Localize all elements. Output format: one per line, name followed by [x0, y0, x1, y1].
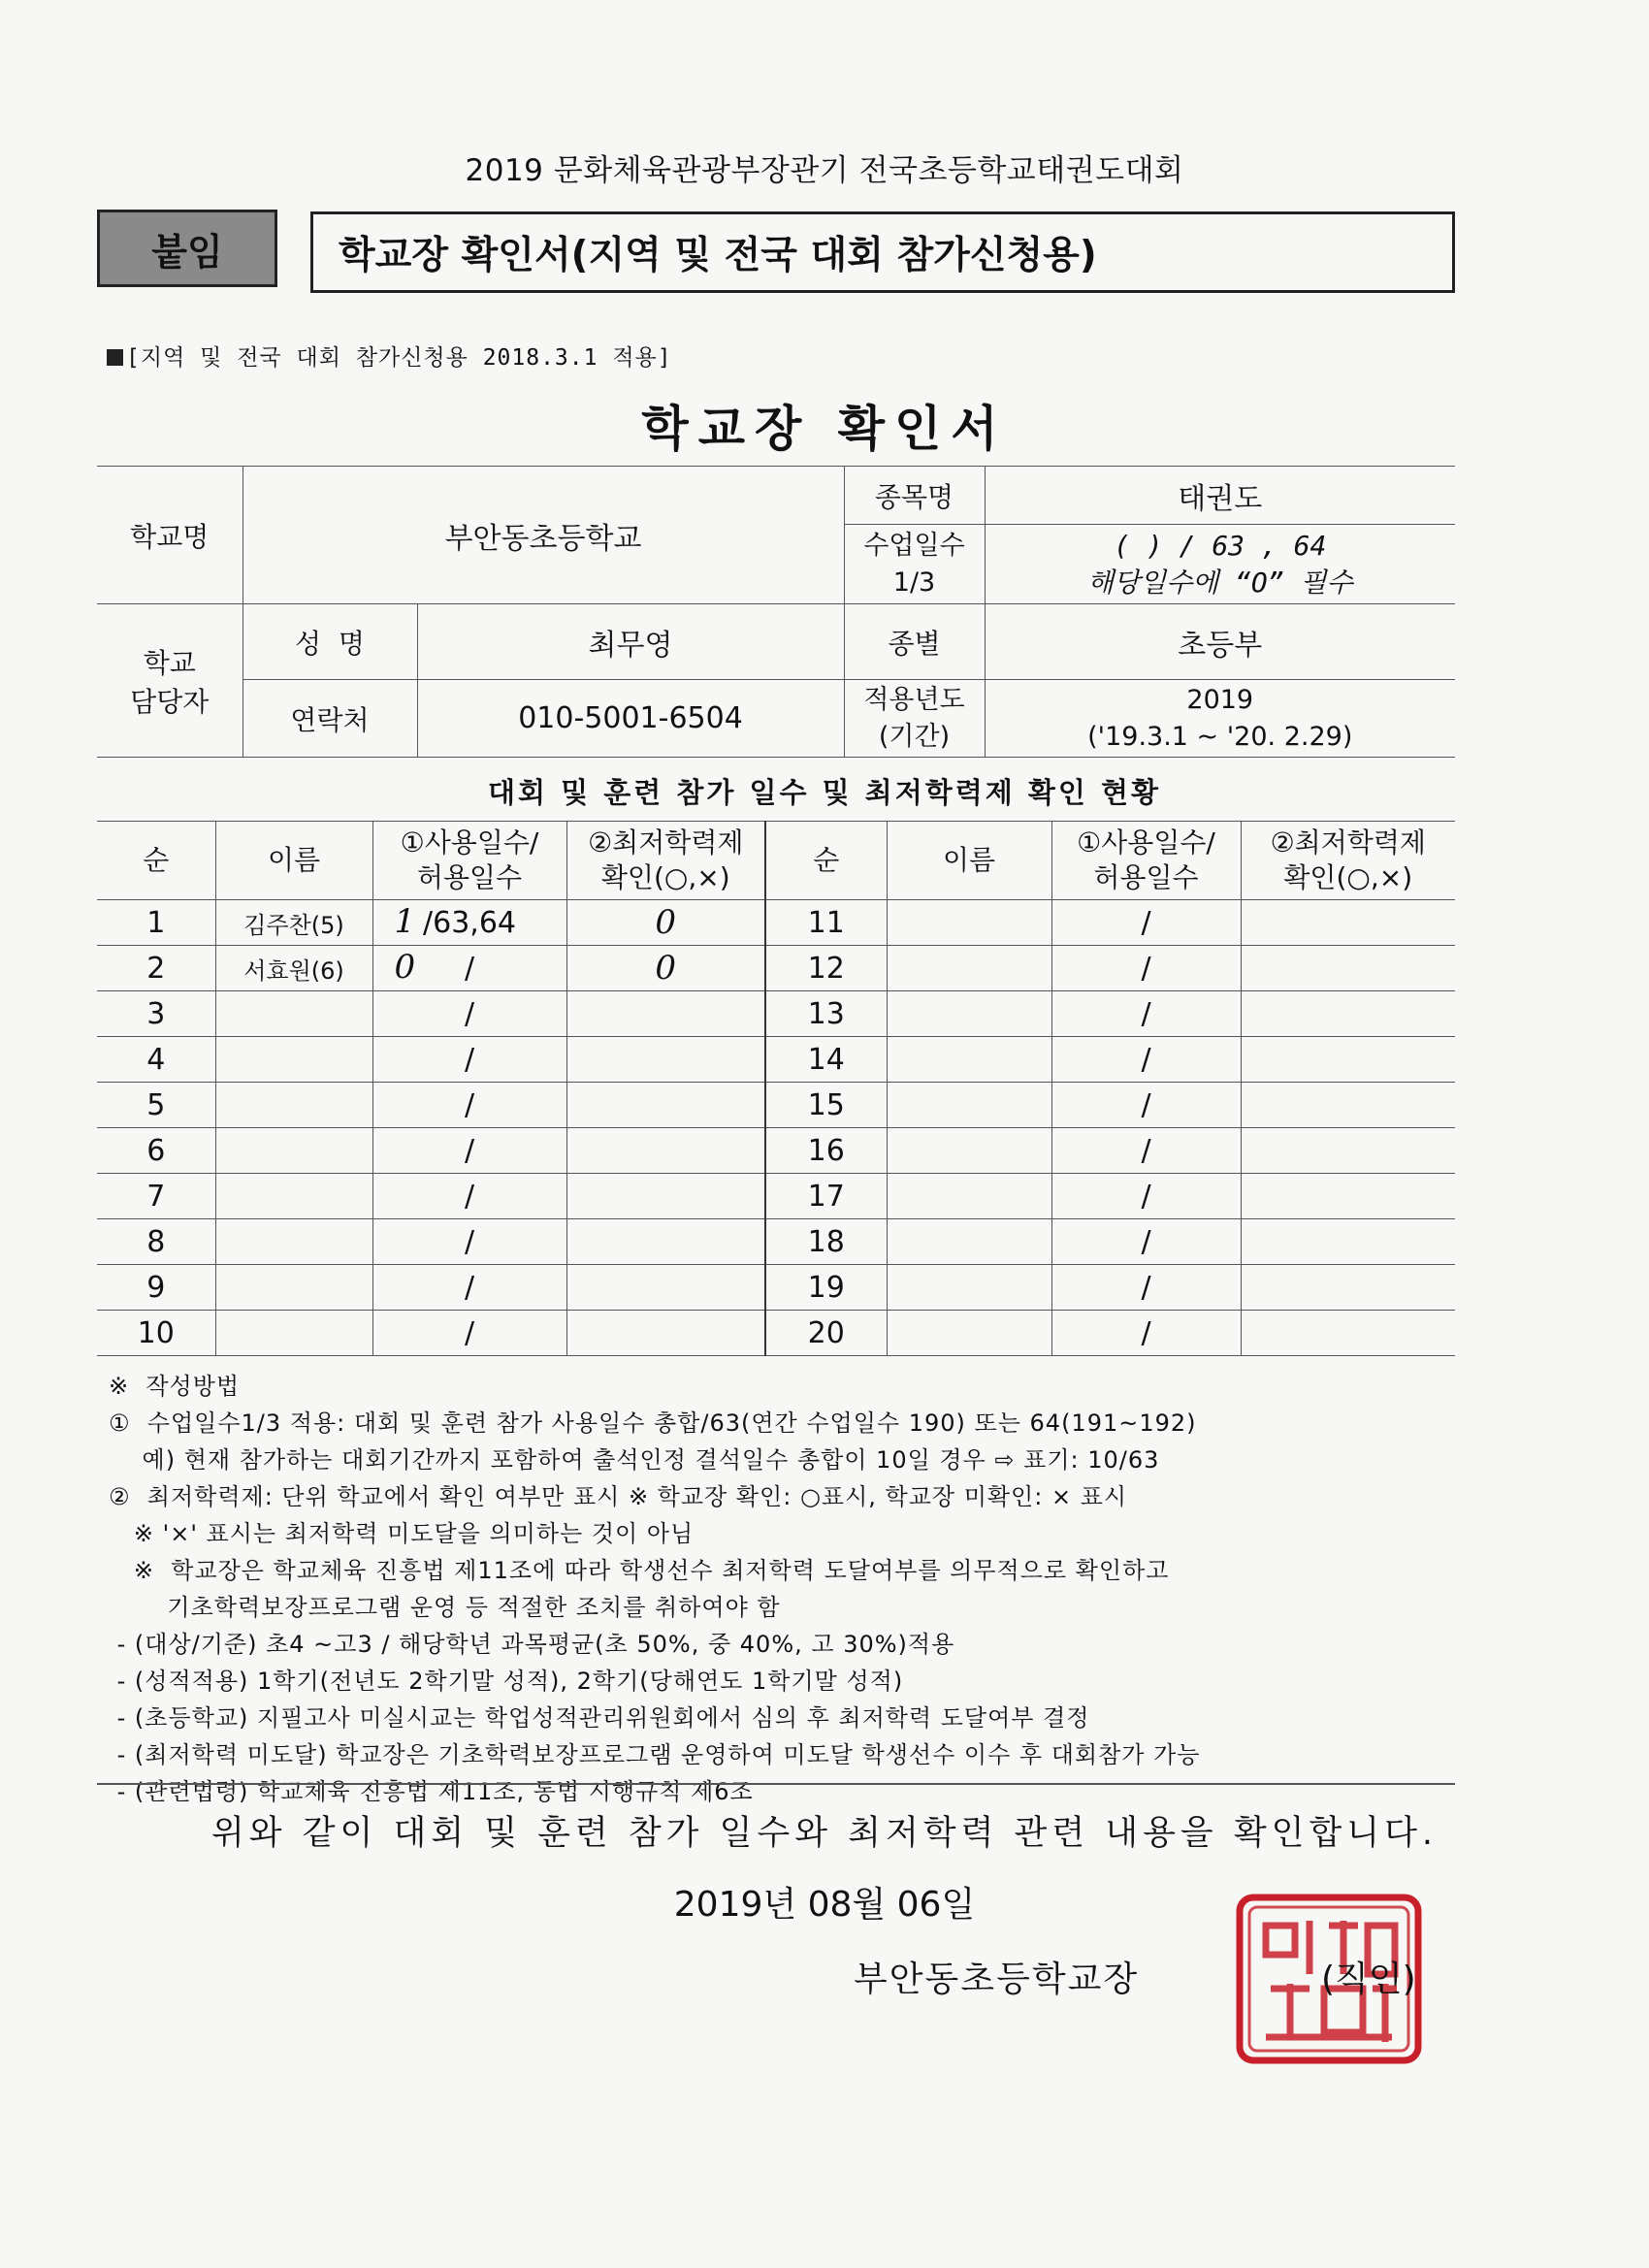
days-header-line2: 허용일수 — [416, 861, 523, 893]
row-number: 18 — [765, 1219, 887, 1265]
row-number: 1 — [97, 900, 215, 946]
form-note — [107, 340, 672, 372]
handwritten-days-used: 0 — [394, 948, 416, 987]
handwritten-days-used: 1 — [394, 902, 416, 941]
student-name — [215, 1083, 372, 1128]
table-row — [97, 1083, 1455, 1128]
table-row — [97, 1311, 1455, 1356]
days-allowed: /63,64 — [423, 905, 516, 940]
student-name — [887, 1311, 1051, 1356]
days-used-allowed — [372, 1219, 566, 1265]
row-number: 14 — [765, 1037, 887, 1083]
document-title: 학교장 확인서 — [641, 401, 1008, 457]
table-row — [97, 900, 1455, 946]
min-academic-check — [1241, 1083, 1455, 1128]
row-number: 9 — [97, 1265, 215, 1311]
square-bullet-icon — [107, 349, 123, 366]
row-number: 12 — [765, 946, 887, 991]
days-allowed: / — [464, 951, 475, 986]
student-name — [887, 900, 1051, 946]
days-allowed: / — [464, 1224, 475, 1259]
table-row — [97, 1219, 1455, 1265]
min-header-line1: ②최저학력제 — [1270, 826, 1426, 859]
instruction-line: - (성적적용) 1학기(전년도 2학기말 성적), 2학기(당해연도 1학기말 성적) — [109, 1668, 904, 1695]
table-row — [97, 991, 1455, 1037]
min-academic-check — [1241, 900, 1455, 946]
days-used-allowed — [372, 946, 566, 991]
school-value: 부안동초등학교 — [242, 467, 844, 604]
event-title: 2019 문화체육관광부장관기 전국초등학교태권도대회 — [465, 153, 1184, 188]
year-value-line1: 2019 — [1186, 684, 1254, 715]
student-name — [215, 1037, 372, 1083]
instruction-line: - (관련법령) 학교체육 진흥법 제11조, 동법 시행규칙 제6조 — [109, 1778, 754, 1805]
min-academic-check — [566, 991, 765, 1037]
row-number: 5 — [97, 1083, 215, 1128]
order-header: 순 — [97, 822, 215, 900]
days-used-allowed — [372, 1174, 566, 1219]
student-name — [215, 1265, 372, 1311]
days-allowed: / — [464, 1133, 475, 1168]
days-used-allowed: / — [1051, 900, 1241, 946]
days-label — [844, 525, 985, 604]
name-label: 성 명 — [242, 604, 417, 680]
student-name — [887, 1174, 1051, 1219]
min-academic-check — [1241, 946, 1455, 991]
days-header — [1051, 822, 1241, 900]
principal-name: 부안동초등학교장 — [854, 1960, 1140, 1999]
min-academic-check — [1241, 1037, 1455, 1083]
table-row — [97, 1174, 1455, 1219]
student-name — [215, 1128, 372, 1174]
days-used-allowed — [372, 1128, 566, 1174]
row-number: 7 — [97, 1174, 215, 1219]
days-allowed: / — [464, 1315, 475, 1350]
row-number: 2 — [97, 946, 215, 991]
days-label-main: 수업일수 — [863, 530, 965, 561]
attachment-badge: 붙임 — [97, 210, 277, 287]
year-label-line1: 적용년도 — [863, 684, 965, 715]
min-academic-check — [566, 1311, 765, 1356]
row-number: 17 — [765, 1174, 887, 1219]
days-used-allowed: / — [1051, 1219, 1241, 1265]
year-label-line2: (기간) — [878, 721, 951, 752]
student-name — [887, 1265, 1051, 1311]
student-name — [215, 991, 372, 1037]
days-allowed: / — [464, 1179, 475, 1214]
min-academic-check — [1241, 1174, 1455, 1219]
records-body — [97, 822, 1455, 1356]
min-header — [566, 822, 765, 900]
row-number: 19 — [765, 1265, 887, 1311]
days-used-allowed — [372, 991, 566, 1037]
sport-value: 태권도 — [985, 467, 1455, 525]
days-used-allowed: / — [1051, 1083, 1241, 1128]
student-name — [887, 991, 1051, 1037]
student-name — [215, 1174, 372, 1219]
days-used-allowed: / — [1051, 946, 1241, 991]
year-value-line2: ('19.3.1 ~ '20. 2.29) — [1087, 721, 1353, 752]
school-label: 학교명 — [97, 467, 242, 604]
form-note-text: [지역 및 전국 대회 참가신청용 2018.3.1 적용] — [126, 345, 672, 371]
days-value — [985, 525, 1455, 604]
instruction-line: - (초등학교) 지필고사 미실시교는 학업성적관리위원회에서 심의 후 최저학력 도달여부 결정 — [109, 1704, 1090, 1732]
student-name — [887, 946, 1051, 991]
row-number: 20 — [765, 1311, 887, 1356]
records-table — [97, 821, 1455, 1356]
days-used-allowed: / — [1051, 1037, 1241, 1083]
instruction-line: - (대상/기준) 초4 ~고3 / 해당학년 과목평균(초 50%, 중 40%, 고 30%)적용 — [109, 1631, 955, 1658]
records-section-title: 대회 및 훈련 참가 일수 및 최저학력제 확인 현황 — [487, 776, 1162, 809]
days-allowed: / — [464, 1042, 475, 1077]
min-academic-check: 0 — [566, 900, 765, 946]
table-row — [97, 1128, 1455, 1174]
instruction-line: ※ 작성방법 — [109, 1373, 241, 1400]
days-used-allowed — [372, 1311, 566, 1356]
days-used-allowed — [372, 1265, 566, 1311]
row-number: 11 — [765, 900, 887, 946]
min-academic-check — [566, 1037, 765, 1083]
sport-label: 종목명 — [844, 467, 985, 525]
instruction-line: - (최저학력 미도달) 학교장은 기초학력보장프로그램 운영하여 미도달 학생선수 이수 후 대회참가 가능 — [109, 1741, 1201, 1768]
table-row — [97, 946, 1455, 991]
student-name — [887, 1037, 1051, 1083]
instructions — [109, 1368, 1467, 1810]
student-name — [215, 1219, 372, 1265]
min-academic-check — [1241, 1265, 1455, 1311]
records-header-row — [97, 822, 1455, 900]
student-name — [215, 1311, 372, 1356]
instruction-line: ※ '×' 표시는 최저학력 미도달을 의미하는 것이 아님 — [109, 1520, 695, 1547]
seal-label: (직인) — [1321, 1960, 1416, 1999]
min-academic-check: 0 — [566, 946, 765, 991]
days-header-line2: 허용일수 — [1093, 861, 1199, 893]
min-header — [1241, 822, 1455, 900]
days-header-line1: ①사용일수/ — [1077, 826, 1215, 859]
min-academic-check — [1241, 1219, 1455, 1265]
min-academic-check — [1241, 991, 1455, 1037]
confirm-statement: 위와 같이 대회 및 훈련 참가 일수와 최저학력 관련 내용을 확인합니다. — [210, 1814, 1439, 1853]
instruction-line: 예) 현재 참가하는 대회기간까지 포함하여 출석인정 결석일수 총합이 10일 경우 ⇨ 표기: 10/63 — [109, 1446, 1160, 1474]
days-allowed: / — [464, 1087, 475, 1122]
min-academic-check — [566, 1219, 765, 1265]
days-allowed: / — [464, 996, 475, 1031]
instruction-line: ② 최저학력제: 단위 학교에서 확인 여부만 표시 ※ 학교장 확인: ○표시, 학교장 미확인: × 표시 — [109, 1483, 1128, 1510]
row-number: 6 — [97, 1128, 215, 1174]
phone-label: 연락처 — [242, 680, 417, 758]
row-number: 10 — [97, 1311, 215, 1356]
contact-label-line1: 학교 — [143, 646, 196, 679]
form-title: 학교장 확인서(지역 및 전국 대회 참가신청용) — [310, 211, 1455, 293]
min-academic-check — [1241, 1311, 1455, 1356]
row-number: 15 — [765, 1083, 887, 1128]
days-used-allowed: / — [1051, 1311, 1241, 1356]
year-value — [985, 680, 1455, 758]
name-header: 이름 — [887, 822, 1051, 900]
student-name: 서효원(6) — [215, 946, 372, 991]
row-number: 4 — [97, 1037, 215, 1083]
info-table — [97, 466, 1455, 758]
row-number: 8 — [97, 1219, 215, 1265]
year-label — [844, 680, 985, 758]
contact-label — [97, 604, 242, 758]
days-used-allowed — [372, 1083, 566, 1128]
instruction-line: ① 수업일수1/3 적용: 대회 및 훈련 참가 사용일수 총합/63(연간 수업일수 190) 또는 64(191~192) — [109, 1409, 1197, 1437]
min-academic-check — [566, 1128, 765, 1174]
division-value: 초등부 — [985, 604, 1455, 680]
days-label-sub: 1/3 — [892, 567, 936, 598]
division-label: 종별 — [844, 604, 985, 680]
row-number: 13 — [765, 991, 887, 1037]
instruction-line: ※ 학교장은 학교체육 진흥법 제11조에 따라 학생선수 최저학력 도달여부를 의무적으로 확인하고 — [109, 1557, 1170, 1584]
days-used-allowed — [372, 1037, 566, 1083]
name-value: 최무영 — [417, 604, 844, 680]
days-header — [372, 822, 566, 900]
student-name — [887, 1083, 1051, 1128]
name-header: 이름 — [215, 822, 372, 900]
student-name — [887, 1128, 1051, 1174]
days-allowed: / — [464, 1270, 475, 1305]
days-value-line1: ( ) / 63 , 64 — [1114, 529, 1327, 562]
days-used-allowed: / — [1051, 1174, 1241, 1219]
phone-value: 010-5001-6504 — [417, 680, 844, 758]
divider — [97, 1783, 1455, 1785]
issue-date: 2019년 08월 06일 — [673, 1885, 976, 1925]
table-row — [97, 1265, 1455, 1311]
days-value-line2: 해당일수에 “O” 필수 — [1086, 566, 1353, 599]
instruction-line: 기초학력보장프로그램 운영 등 적절한 조치를 취하여야 함 — [109, 1594, 781, 1621]
days-header-line1: ①사용일수/ — [400, 826, 539, 859]
student-name — [887, 1219, 1051, 1265]
days-used-allowed: / — [1051, 991, 1241, 1037]
days-used-allowed: / — [1051, 1128, 1241, 1174]
days-used-allowed: / — [1051, 1265, 1241, 1311]
days-used-allowed — [372, 900, 566, 946]
min-academic-check — [566, 1265, 765, 1311]
contact-label-line2: 담당자 — [130, 685, 210, 718]
table-row — [97, 1037, 1455, 1083]
min-header-line2: 확인(○,×) — [1283, 861, 1413, 893]
row-number: 16 — [765, 1128, 887, 1174]
min-academic-check — [566, 1174, 765, 1219]
row-number: 3 — [97, 991, 215, 1037]
min-academic-check — [1241, 1128, 1455, 1174]
student-name: 김주찬(5) — [215, 900, 372, 946]
order-header: 순 — [765, 822, 887, 900]
min-academic-check — [566, 1083, 765, 1128]
min-header-line1: ②최저학력제 — [588, 826, 744, 859]
min-header-line2: 확인(○,×) — [600, 861, 730, 893]
